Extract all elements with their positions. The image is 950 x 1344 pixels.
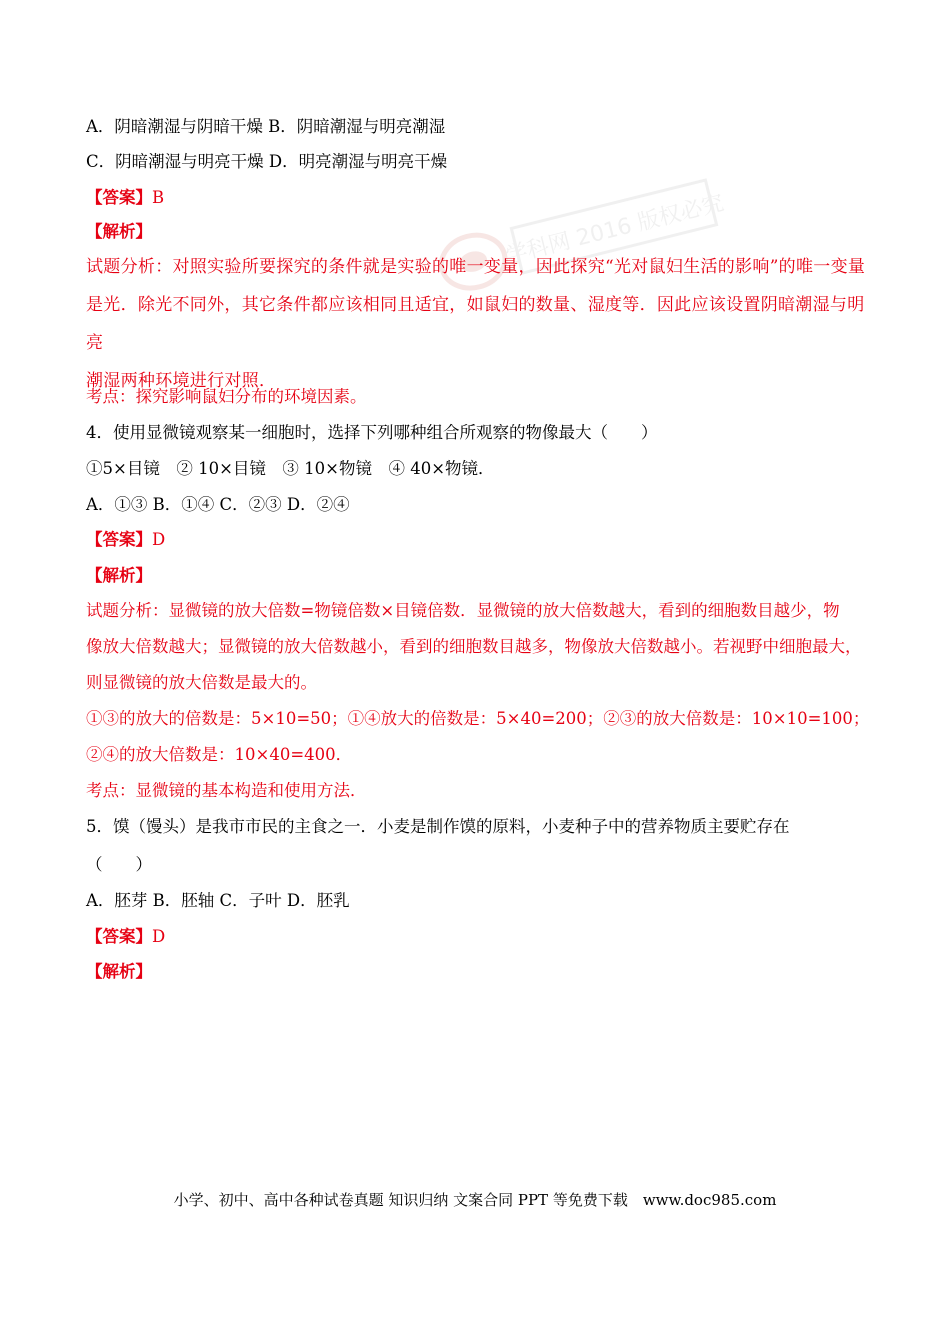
q3-options-line1: A．阴暗潮湿与阴暗干燥 B．阴暗潮湿与明亮潮湿 [86, 117, 446, 136]
answer-value: D [152, 530, 166, 549]
q4-kaodian: 考点：显微镜的基本构造和使用方法． [86, 781, 367, 800]
q3-analysis-label: 【解析】 [86, 222, 152, 241]
q5-answer [86, 927, 165, 947]
q4-items: ①5×目镜 ② 10×目镜 ③ 10×物镜 ④ 40×物镜． [86, 459, 495, 478]
page-footer: 小学、初中、高中各种试卷真题 知识归纳 文案合同 PPT 等免费下载 www.doc985.com [173, 1191, 777, 1209]
answer-value: D [152, 927, 166, 946]
answer-value: B [152, 188, 165, 207]
q4-answer [86, 530, 165, 550]
q3-analysis-line: 潮湿两种环境进行对照． [86, 371, 277, 391]
q3-options-line2: C．阴暗潮湿与明亮干燥 D．明亮潮湿与明亮干燥 [86, 152, 448, 171]
watermark-text: 学科网 2016 版权必究 [503, 190, 727, 270]
q4-analysis-line: 则显微镜的放大倍数是最大的。 [86, 673, 317, 692]
q3-analysis-line: 试题分析：对照实验所要探究的条件就是实验的唯一变量，因此探究“光对鼠妇生活的影响”的唯一变量 [86, 257, 866, 277]
q4-stem: 4．使用显微镜观察某一细胞时，选择下列哪种组合所观察的物像最大（ ） [86, 423, 658, 442]
q5-analysis-label: 【解析】 [86, 962, 152, 981]
answer-label: 【答案】 [86, 530, 152, 549]
answer-label: 【答案】 [86, 188, 152, 207]
q3-kaodian: 考点：探究影响鼠妇分布的环境因素。 [86, 387, 367, 406]
q5-options: A．胚芽 B．胚轴 C．子叶 D．胚乳 [86, 891, 350, 910]
q5-stem: 5．馍（馒头）是我市市民的主食之一．小麦是制作馍的原料，小麦种子中的营养物质主要贮存在 [86, 817, 790, 836]
q4-analysis-line: 像放大倍数越大；显微镜的放大倍数越小，看到的细胞数目越多，物像放大倍数越小。若视野中细胞最大， [86, 637, 862, 656]
q4-analysis-line: ②④的放大倍数是：10×40=400． [86, 745, 353, 764]
q3-answer [86, 188, 164, 208]
q3-analysis-line: 是光．除光不同外，其它条件都应该相同且适宜，如鼠妇的数量、湿度等．因此应该设置阴暗潮湿与明亮 [86, 295, 865, 353]
q3-analysis-body [86, 248, 876, 391]
q4-analysis-line: ①③的放大的倍数是：5×10=50；①④放大的倍数是：5×40=200；②③的放大倍数是：10×10=100； [86, 709, 870, 728]
q5-paren: （ ） [86, 855, 152, 874]
answer-label: 【答案】 [86, 927, 152, 946]
q4-options: A．①③ B．①④ C．②③ D．②④ [86, 495, 350, 514]
q4-analysis-label: 【解析】 [86, 566, 152, 585]
q4-analysis-line: 试题分析：显微镜的放大倍数=物镜倍数×目镜倍数．显微镜的放大倍数越大，看到的细胞数目越少，物 [86, 601, 840, 620]
